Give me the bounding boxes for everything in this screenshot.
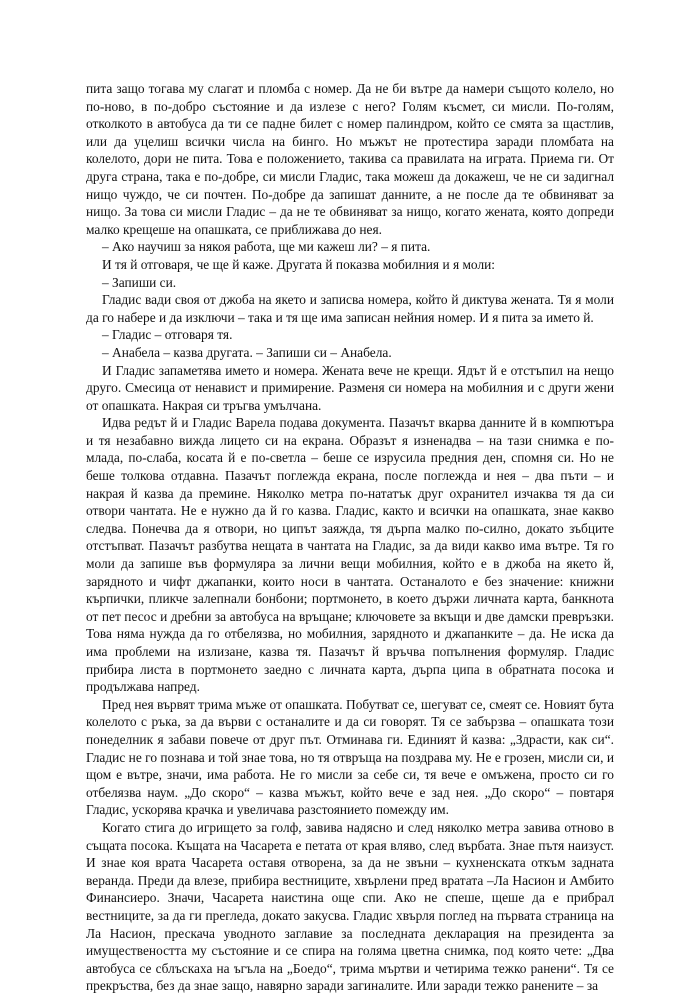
paragraph-5: Гладис вади своя от джоба на якето и записва номера, който й диктува жената. Тя я моли да го набере и да изключи – така и тя ще има записан нейния номер. И я пита за името й. xyxy=(86,292,614,325)
paragraph-8: И Гладис запаметява името и номера. Жената вече не крещи. Ядът й е отстъпил на нещо друго. Смесица от ненавист и примирение. Разменя си номера на мобилния и с други жени от опашката. Накрая си тръгва умълчана. xyxy=(86,362,614,413)
paragraph-2: – Ако научиш за някоя работа, ще ми кажеш ли? – я пита. xyxy=(102,239,431,255)
document-body xyxy=(86,80,614,995)
paragraph-3: И тя й отговаря, че ще й каже. Другата й показва мобилния и я моли: xyxy=(102,256,496,272)
paragraph-4: – Запиши си. xyxy=(102,274,177,290)
paragraph-1: пита защо тогава му слагат и пломба с номер. Да не би вътре да намери същото колело, но по-ново, в по-добро състояние и да излезе с него? Голям късмет, си мисли. По-голям, отколкото в автобуса да ти се падне билет с номер палиндром, който се смята за щастлив, или да уцелиш всички числа на бинго. Но мъжът не протестира заради пломбата на колелото, дори не пита. Това е положението, такива са правилата на играта. Приема ги. От друга страна, така е по-добре, си мисли Гладис, така можеш да докажеш, че не си задигнал нищо чуждо, че си почтен. По-добре да запишат данните, а не после да те обвиняват за нищо. За това си мисли Гладис – да не те обвиняват за нищо, когато жената, която допреди малко крещеше на опашката, се приближава до нея. xyxy=(86,81,614,237)
paragraph-10: Пред нея вървят трима мъже от опашката. Побутват се, шегуват се, смеят се. Новият бута колелото с ръка, за да върви с останалите и да си говорят. Тя се забързва – опашката този понеделник я забави повече от друг път. Отминава ги. Единият й казва: „Здрасти, как си“. Гладис не го познава и той знае това, но тя отвръща на поздрава му. Не е грозен, мисли си, и щом е вътре, значи, има работа. Не го мисли за себе си, тя вече е омъжена, просто си го отбелязва наум. „До скоро“ – казва мъжът, който вече е зад нея. „До скоро“ – повтаря Гладис, ускорява крачка и увеличава разстоянието помежду им. xyxy=(86,696,614,818)
paragraph-9: Идва редът й и Гладис Варела подава документа. Пазачът вкарва данните й в компютъра и тя незабавно вижда лицето си на екрана. Образът я изненадва – на тази снимка е по-млада, по-слаба, косата й е по-светла – беше се изрусила предния ден, спомня си. Но не беше толкова отдавна. Пазачът поглежда екрана, после поглежда и нея – два пъти – и накрая й казва да премине. Няколко метра по-нататък друг охранител изчаква тя да си отвори чантата. Не е нужно да й го казва. Гладис, както и всички на опашката, знае какво следва. Понечва да я отвори, но ципът заяжда, тя дърпа малко по-силно, докато зъбците отстъпват. Пазачът разбутва нещата в чантата на Гладис, за да види какво има вътре. Тя го моли да запише във формуляра за лични вещи мобилния, който е в джоба на якето й, зарядното и чифт джапанки, които носи в чантата. Останалото е без значение: книжни кърпички, пликче залепнали бонбони; портмонето, в което държи личната карта, банкнота от пет песос и дребни за автобуса на връщане; ключовете за вкъщи и две дамски превръзки. Това няма нужда да го отбелязва, но мобилния, зарядното и джапанките – да. Не иска да има проблеми на излизане, казва тя. Пазачът й връчва попълнения формуляр. Гладис прибира листа в портмонето заедно с личната карта, дърпа ципа в обратната посока и продължава напред. xyxy=(86,415,614,695)
paragraph-11: Когато стига до игрището за голф, завива надясно и след няколко метра завива отново в същата посока. Къщата на Часарета е петата от края вляво, след върбата. Знае пътя наизуст. И знае коя врата Часарета оставя отворена, за да не звъни – кухненската откъм задната веранда. Преди да влезе, прибира вестниците, хвърлени пред вратата –Ла Насион и Амбито Финансиеро. Значи, Часарета наистина още спи. Ако не спеше, щеше да е прибрал вестниците, за да ги прегледа, докато закусва. Гладис хвърля поглед на първата страница на Ла Насион, прескача уводното заглавие за последната декларация на президента за имуществеността му състояние и се спира на голяма цветна снимка, под която чете: „Два автобуса се сблъскаха на ъгъла на „Боедо“, трима мъртви и четирима тежко ранени“. Тя се прекръства, без да знае защо, навярно заради загиналите. Или заради тежко ранените – за xyxy=(86,819,614,994)
paragraph-6: – Гладис – отговаря тя. xyxy=(102,327,233,343)
paragraph-7: – Анабела – казва другата. – Запиши си – Анабела. xyxy=(102,344,392,360)
